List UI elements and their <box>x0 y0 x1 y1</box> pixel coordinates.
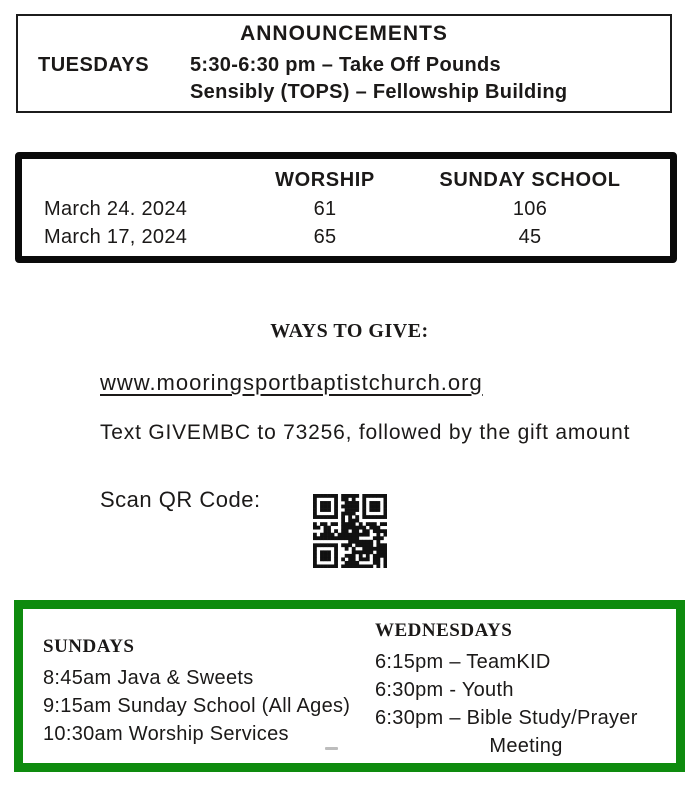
wednesdays-title: WEDNESDAYS <box>375 620 513 641</box>
attendance-row-date: March 24. 2024 <box>44 198 188 220</box>
announcement-day-label: TUESDAYS <box>38 54 150 76</box>
schedule-item: 6:15pm – TeamKID <box>375 651 551 673</box>
ways-to-give-heading: WAYS TO GIVE: <box>270 320 429 342</box>
schedule-item: 6:30pm – Bible Study/Prayer <box>375 707 638 729</box>
attendance-row-worship-count: 61 <box>313 198 337 220</box>
attendance-row-worship-count: 65 <box>313 226 337 248</box>
sundays-column <box>43 635 373 748</box>
attendance-header-sunday-school: SUNDAY SCHOOL <box>439 169 621 191</box>
scan-qr-label: Scan QR Code: <box>100 487 261 512</box>
attendance-row-sunday-school-count: 45 <box>518 226 542 248</box>
announcements-box <box>16 14 672 113</box>
attendance-header-spacer <box>22 167 225 195</box>
sundays-title: SUNDAYS <box>43 636 135 657</box>
attendance-box <box>15 152 677 263</box>
schedule-item: 10:30am Worship Services <box>43 723 289 745</box>
wednesdays-column <box>375 619 677 760</box>
attendance-table <box>22 167 670 251</box>
schedule-item-continuation: Meeting <box>489 735 563 757</box>
schedule-item: 9:15am Sunday School (All Ages) <box>43 695 351 717</box>
weekly-schedule-box <box>14 600 685 772</box>
announcement-detail-line-2: Sensibly (TOPS) – Fellowship Building <box>190 81 568 103</box>
announcement-detail-line-1: 5:30-6:30 pm – Take Off Pounds <box>190 54 501 76</box>
schedule-item: 8:45am Java & Sweets <box>43 667 254 689</box>
website-link[interactable]: www.mooringsportbaptistchurch.org <box>100 370 483 395</box>
attendance-row-date: March 17, 2024 <box>44 226 188 248</box>
schedule-item: 6:30pm - Youth <box>375 679 514 701</box>
announcement-row <box>18 52 670 106</box>
attendance-row-sunday-school-count: 106 <box>512 198 548 220</box>
stray-dash-mark <box>325 747 338 750</box>
text-give-instruction: Text GIVEMBC to 73256, followed by the gift amount <box>100 421 631 444</box>
qr-code-icon <box>313 494 387 568</box>
announcement-detail <box>190 52 567 106</box>
attendance-header-worship: WORSHIP <box>275 169 375 191</box>
announcements-title: ANNOUNCEMENTS <box>240 22 448 45</box>
